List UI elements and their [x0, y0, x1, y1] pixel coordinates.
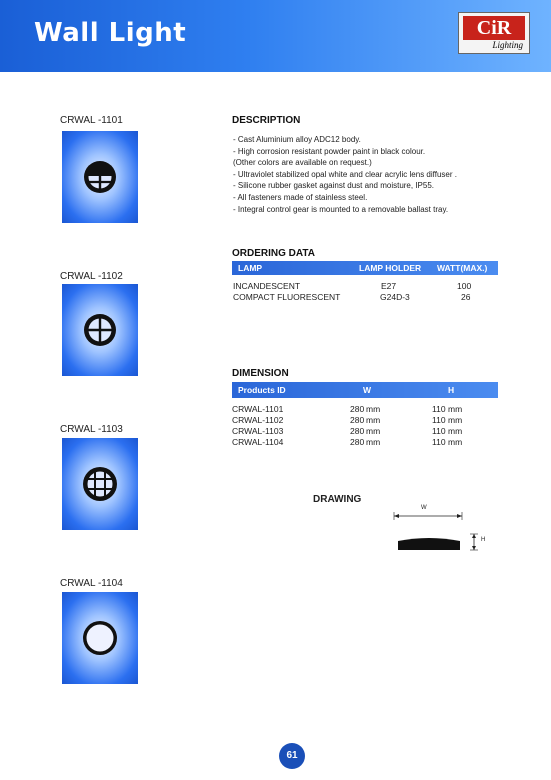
half-hood-grill-lamp-icon [62, 131, 138, 223]
dimension-row-h: 110 [432, 415, 446, 425]
dimension-row-h: 110 [432, 426, 446, 436]
dimension-row-h: 110 [432, 437, 446, 447]
dimension-row-w: 280 [350, 415, 365, 425]
dimension-header-w: W [363, 385, 372, 395]
ordering-header-watt: WATT(MAX.) [437, 263, 488, 273]
ordering-row-watt: 26 [461, 292, 471, 302]
description-line: (Other colors are available on request.) [233, 158, 372, 168]
dimension-header-h: H [448, 385, 455, 395]
product-code: CRWAL -1104 [60, 578, 123, 589]
dimension-header-bar [232, 382, 498, 398]
dimension-row-id: CRWAL-1101 [232, 404, 284, 414]
ordering-row-lamp: INCANDESCENT [233, 281, 301, 291]
dimension-row-id: CRWAL-1103 [232, 426, 284, 436]
dimension-drawing [390, 504, 500, 560]
drawing-h-label: H [481, 537, 486, 543]
grid-grill-lamp-icon [62, 438, 138, 530]
description-list [233, 134, 533, 215]
dimension-row-h-unit: mm [448, 404, 463, 414]
dimension-row-w-unit: mm [366, 415, 381, 425]
description-line: - Integral control gear is mounted to a removable ballast tray. [233, 204, 449, 214]
drawing-w-label: W [421, 505, 427, 511]
dimension-title: DIMENSION [232, 368, 289, 379]
page-header [0, 0, 551, 72]
ordering-header-bar [232, 261, 498, 275]
product-code: CRWAL -1102 [60, 271, 123, 282]
product-image [62, 438, 138, 530]
ordering-header-lamp: LAMP [238, 263, 263, 273]
dimension-row-w: 280 [350, 404, 365, 414]
description-line: - All fasteners made of stainless steel. [233, 192, 368, 202]
description-title: DESCRIPTION [232, 115, 301, 126]
ordering-row-watt: 100 [457, 281, 472, 291]
page-number-badge: 61 [279, 743, 305, 769]
description-line: - Ultraviolet stabilized opal white and clear acrylic lens diffuser . [233, 169, 457, 179]
ordering-title: ORDERING DATA [232, 248, 315, 259]
product-code: CRWAL -1101 [60, 115, 123, 126]
dimension-row-id: CRWAL-1102 [232, 415, 284, 425]
dimension-row-w-unit: mm [366, 404, 381, 414]
dimension-row-h: 110 [432, 404, 446, 414]
dimension-row-h-unit: mm [448, 426, 463, 436]
logo-mark: CiR [463, 16, 525, 40]
dimension-row-h-unit: mm [448, 415, 463, 425]
description-line: - Silicone rubber gasket against dust and moisture, IP55. [233, 181, 434, 191]
description-line: - High corrosion resistant powder paint in black colour. [233, 146, 426, 156]
page-title: Wall Light [34, 18, 187, 48]
cross-grill-lamp-icon [62, 284, 138, 376]
product-image [62, 131, 138, 223]
ordering-row-lamp: COMPACT FLUORESCENT [233, 292, 341, 302]
ring-lamp-icon [62, 592, 138, 684]
product-code: CRWAL -1103 [60, 424, 123, 435]
ordering-header-holder: LAMP HOLDER [359, 263, 422, 273]
product-image [62, 592, 138, 684]
dimension-header-product: Products ID [238, 385, 286, 395]
dimension-row-h-unit: mm [448, 437, 463, 447]
ordering-row-holder: G24D-3 [380, 292, 410, 302]
logo-subtitle: Lighting [492, 40, 523, 50]
drawing-title: DRAWING [313, 494, 362, 505]
dimension-row-w: 280 [350, 426, 365, 436]
dimension-row-w-unit: mm [366, 437, 381, 447]
description-line: - Cast Aluminium alloy ADC12 body. [233, 135, 361, 144]
dimension-row-id: CRWAL-1104 [232, 437, 284, 447]
product-image [62, 284, 138, 376]
brand-logo [458, 12, 530, 54]
dimension-row-w-unit: mm [366, 426, 381, 436]
ordering-row-holder: E27 [381, 281, 397, 291]
dimension-row-w: 280 [350, 437, 365, 447]
